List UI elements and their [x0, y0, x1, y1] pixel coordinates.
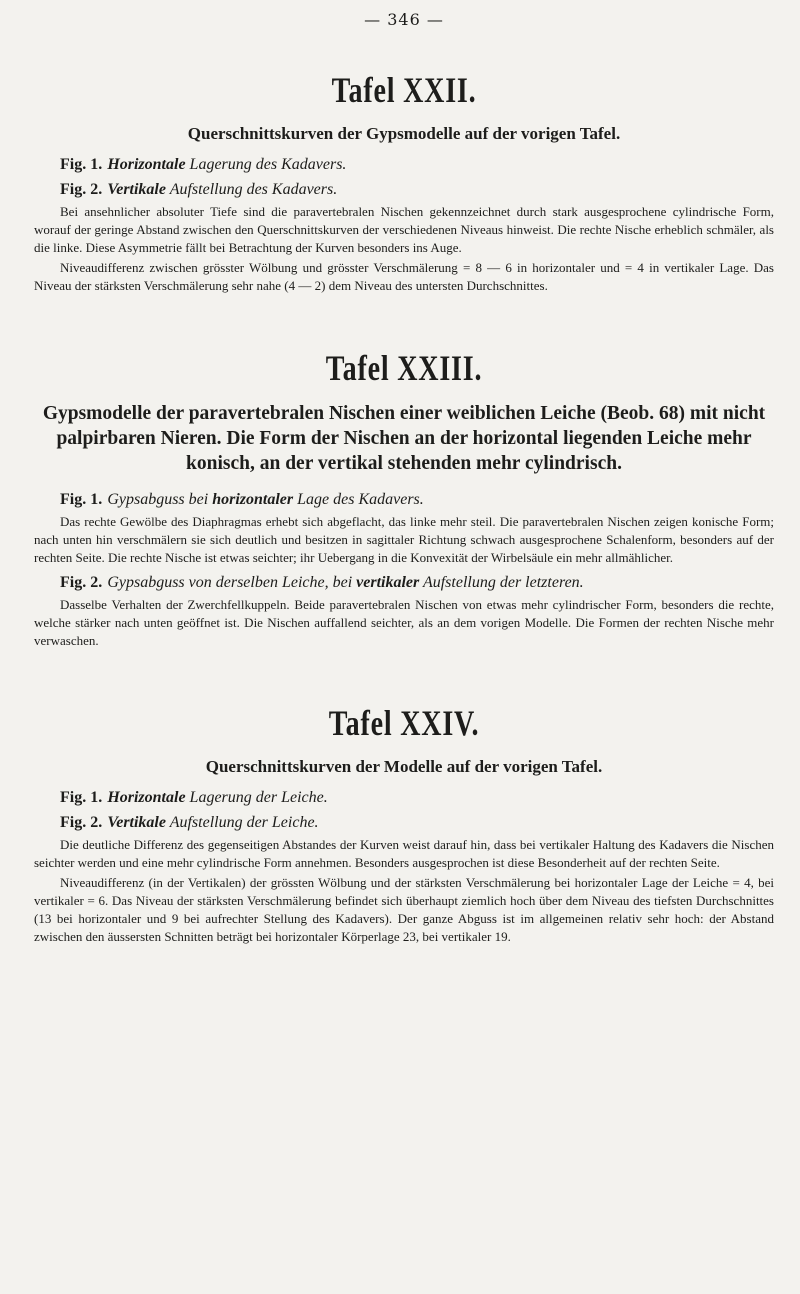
- body-paragraph: Bei ansehnlicher absoluter Tiefe sind die paravertebralen Nischen gekennzeichnet durch stark ausgesprochene cylindrische Form, worauf der geringe Abstand zwischen den Querschnittskurven der verschiedenen Niveaus hinweist. Die rechte Nische erheblich schmäler, als die linke. Diese Asymmetrie fällt bei Betrachtung der Kurven besonders ins Auge.: [34, 204, 774, 255]
- figure-number: Fig. 2.: [60, 574, 103, 591]
- body-paragraph: Niveaudifferenz (in der Vertikalen) der grössten Wölbung und der stärksten Verschmälerung bei horizontaler Lage der Leiche = 4, bei vertikaler = 6. Das Niveau der stärksten Verschmälerung befindet sich überhaupt ziemlich hoch über dem Niveau des tiefsten Durchschnittes (13 bei horizontaler und 9 bei aufrechter Stellung des Kadavers). Der ganze Abguss ist im allgemeinen relativ sehr hoch: der Abstand zwischen den äussersten Schnitten beträgt bei horizontaler Körperlage 23, bei vertikaler 19.: [34, 875, 774, 944]
- figure-caption: [34, 786, 774, 809]
- section-heading: Querschnittskurven der Gypsmodelle auf der vorigen Tafel.: [187, 124, 621, 143]
- document-page: [34, 10, 774, 946]
- figure-keyword: vertikaler: [356, 574, 420, 591]
- figure-text: Aufstellung der letzteren.: [419, 574, 584, 591]
- figure-caption: [34, 488, 774, 511]
- figure-text: Aufstellung der Leiche.: [165, 814, 319, 831]
- figure-caption: [34, 153, 774, 176]
- figure-text: Lage des Kadavers.: [293, 491, 424, 508]
- figure-keyword: Horizontale: [107, 156, 186, 173]
- figure-text: Aufstellung des Kadavers.: [165, 181, 338, 198]
- figure-caption: [34, 811, 774, 834]
- figure-text: Lagerung der Leiche.: [185, 789, 328, 806]
- body-paragraph: Niveaudifferenz zwischen grösster Wölbung und grösster Verschmälerung = 8 — 6 in horizontaler und = 4 in vertikaler Lage. Das Niveau der stärksten Verschmälerung sehr nahe (4 — 2) dem Niveau des untersten Durchschnittes.: [34, 260, 774, 293]
- figure-keyword: Vertikale: [107, 814, 166, 831]
- figure-keyword: horizontaler: [212, 491, 294, 508]
- section-tafel-xxii: [34, 69, 774, 295]
- figure-text: Gypsabguss bei: [107, 491, 213, 508]
- figure-text: Lagerung des Kadavers.: [185, 156, 347, 173]
- figure-keyword: Vertikale: [107, 181, 166, 198]
- tafel-title: Tafel XXII.: [331, 70, 477, 110]
- figure-number: Fig. 2.: [60, 814, 103, 831]
- figure-number: Fig. 2.: [60, 181, 103, 198]
- figure-number: Fig. 1.: [60, 491, 103, 508]
- section-tafel-xxiv: [34, 702, 774, 946]
- figure-number: Fig. 1.: [60, 156, 103, 173]
- figure-caption: [34, 178, 774, 201]
- body-paragraph: Dasselbe Verhalten der Zwerchfellkuppeln. Beide paravertebralen Nischen von etwas mehr cylindrischer Form, besonders die rechte, welche stärker nach unten geöffnet ist. Die Nischen auffallend seichter, als an dem vorigen Modelle. Die Formen der rechten Nische mehr verwaschen.: [34, 597, 774, 648]
- section-heading: Querschnittskurven der Modelle auf der vorigen Tafel.: [205, 757, 603, 776]
- page-number: — 346 —: [364, 10, 444, 29]
- figure-caption: [34, 571, 774, 594]
- body-paragraph: Das rechte Gewölbe des Diaphragmas erhebt sich abgeflacht, das linke mehr steil. Die paravertebralen Nischen zeigen konische Form; nach unten hin verschmälern sie sich deutlich und besitzen in sagittaler Richtung schwach ausgesprochene Schalenform, besonders auf der rechten Seite. Die rechte Nische ist etwas seichter; ihr Uebergang in die Konvexität der Wirbelsäule ein mehr allmählicher.: [34, 514, 774, 565]
- section-heading: Gypsmodelle der paravertebralen Nischen einer weiblichen Leiche (Beob. 68) mit nicht palpirbaren Nieren. Die Form der Nischen an der horizontal liegenden Leiche mehr konisch, an der vertikal stehenden mehr cylindrisch.: [42, 403, 766, 474]
- figure-number: Fig. 1.: [60, 789, 103, 806]
- tafel-title: Tafel XXIII.: [325, 348, 483, 388]
- tafel-title: Tafel XXIV.: [328, 703, 480, 743]
- body-paragraph: Die deutliche Differenz des gegenseitigen Abstandes der Kurven weist darauf hin, dass bei vertikaler Haltung des Kadavers die Nischen seichter werden und eine mehr cylindrische Form annehmen. Besonders ausgesprochen ist diese Besonderheit auf der rechten Seite.: [34, 837, 774, 870]
- section-tafel-xxiii: [34, 347, 774, 650]
- figure-keyword: Horizontale: [107, 789, 186, 806]
- figure-text: Gypsabguss von derselben Leiche, bei: [107, 574, 357, 591]
